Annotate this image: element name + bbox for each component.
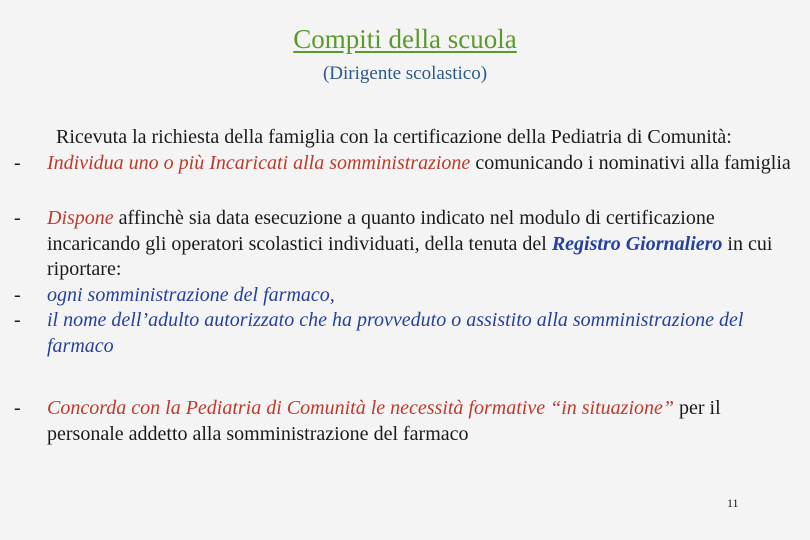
item-1-emphasis: Individua uno o più Incaricati alla somministrazione <box>47 151 471 174</box>
dash-bullet: - <box>14 283 21 306</box>
dash-bullet: - <box>14 397 21 419</box>
page-number: 11 <box>727 496 739 510</box>
slide-body <box>14 125 794 447</box>
bullet-item-3 <box>14 283 794 309</box>
bullet-item-2 <box>14 206 794 283</box>
slide-subtitle: (Dirigente scolastico) <box>322 63 488 84</box>
slide-title: Compiti della scuola <box>293 24 517 54</box>
dash-bullet: - <box>14 309 21 331</box>
item-2-text-end: in cui riportare: <box>47 232 773 280</box>
dash-bullet: - <box>14 151 21 174</box>
bullet-item-5 <box>14 396 794 447</box>
register-name: Registro Giornaliero <box>551 232 723 255</box>
item-2-text: affinchè sia data esecuzione a quanto indicato nel modulo di certificazione incaricando gli operatori scolastici individuati, della tenuta del <box>47 207 715 255</box>
item-5-emphasis: Concorda con la Pediatria di Comunità le necessità formative “in situazione” <box>47 397 675 419</box>
item-2-emphasis: Dispone <box>47 207 114 229</box>
bullet-item-4 <box>14 308 794 359</box>
item-1-text: comunicando i nominativi alla famiglia <box>470 151 791 174</box>
bullet-item-1 <box>14 151 794 177</box>
intro-text: Ricevuta la richiesta della famiglia con la certificazione della Pediatria di Comunità: <box>56 126 732 148</box>
item-3-text: ogni somministrazione del farmaco, <box>47 283 335 306</box>
item-4-text: il nome dell’adulto autorizzato che ha provveduto o assistito alla somministrazione del farmaco <box>47 309 744 357</box>
dash-bullet: - <box>14 207 21 229</box>
item-5-text: per il personale addetto alla somministrazione del farmaco <box>47 397 721 445</box>
